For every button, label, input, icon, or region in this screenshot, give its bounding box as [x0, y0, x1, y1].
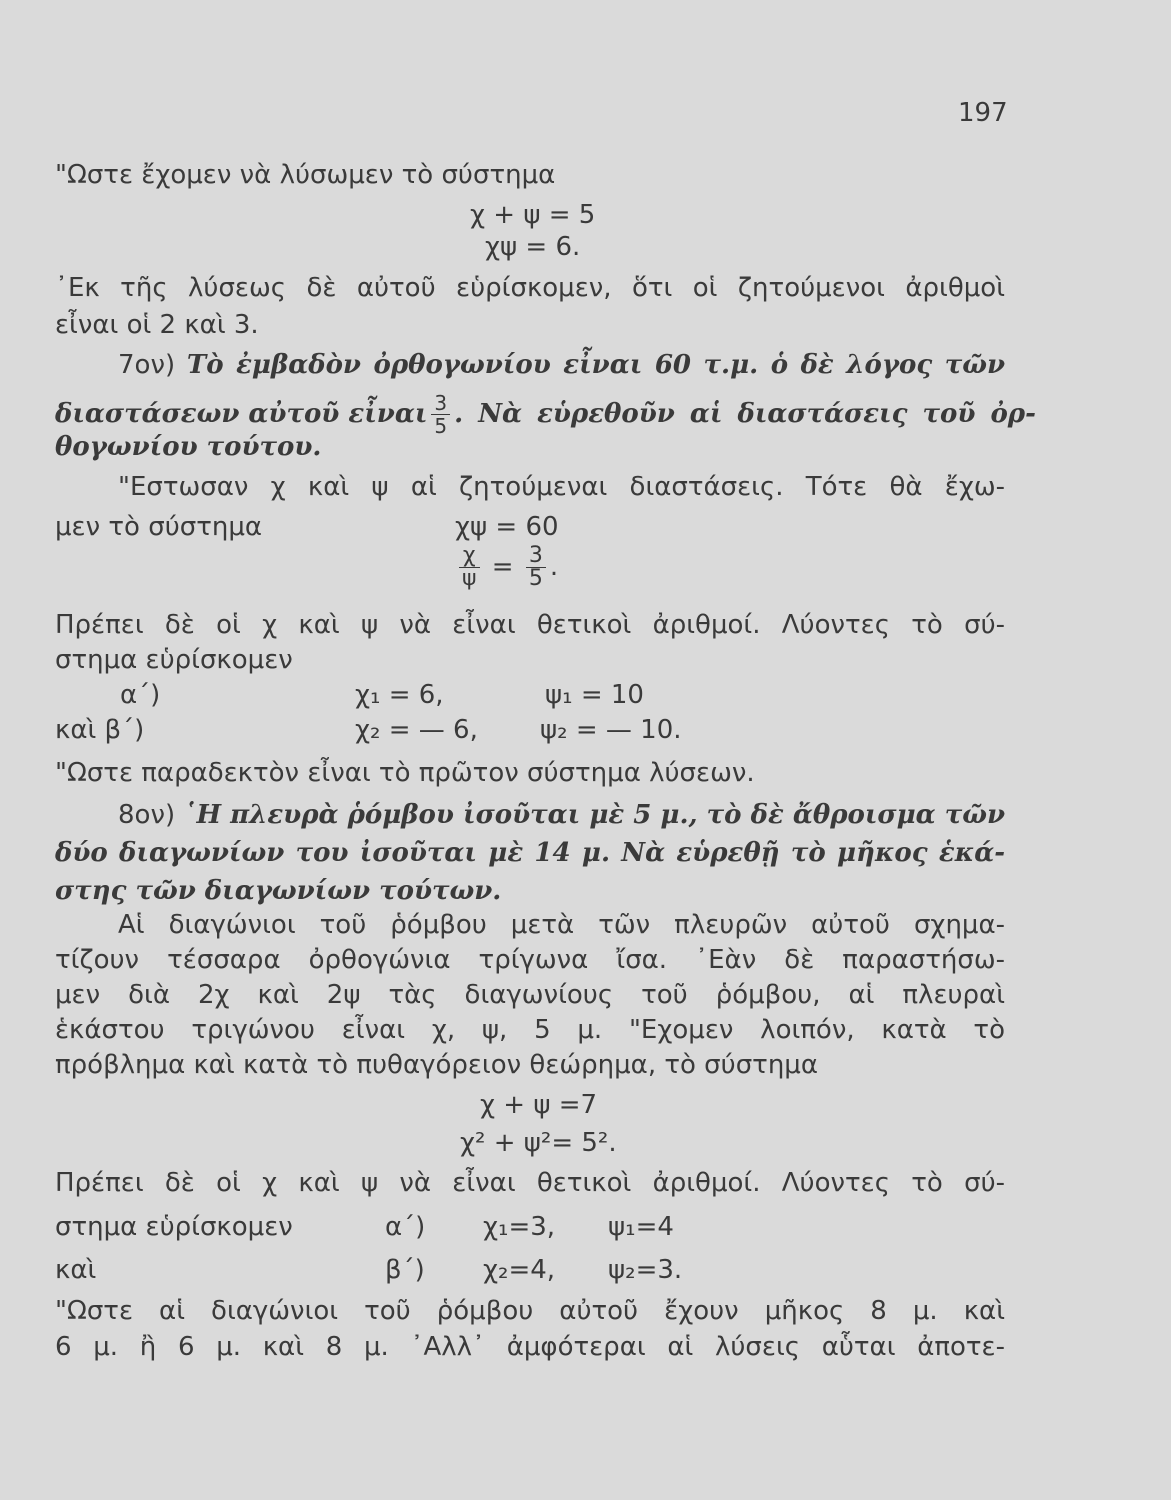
solution-label: α΄): [120, 680, 161, 710]
fraction-numerator: 3: [526, 545, 546, 568]
text-line: "Ωστε αἱ διαγώνιοι τοῦ ῥόμβου αὐτοῦ ἔχουν μῆκος 8 μ. καὶ: [55, 1296, 1005, 1326]
solution-label: β΄): [385, 1255, 425, 1285]
text-line: "Ωστε παραδεκτὸν εἶναι τὸ πρῶτον σύστημα λύσεων.: [55, 758, 755, 788]
equation: χ + ψ = 5: [470, 200, 596, 230]
text-line: Αἱ διαγώνιοι τοῦ ῥόμβου μετὰ τῶν πλευρῶν αὐτοῦ σχημα-: [118, 910, 1005, 940]
solution-x: χ₂=4,: [483, 1255, 556, 1285]
fraction: [459, 545, 480, 590]
text-line: ἑκάστου τριγώνου εἶναι χ, ψ, 5 μ. "Εχομεν λοιπόν, κατὰ τὸ: [55, 1015, 1005, 1045]
text-line: πρόβλημα καὶ κατὰ τὸ πυθαγόρειον θεώρημα, τὸ σύστημα: [55, 1050, 818, 1080]
solution-label: καὶ β΄): [55, 715, 145, 745]
solution-y: ψ₁=4: [608, 1212, 674, 1242]
text-line: 6 μ. ἢ 6 μ. καὶ 8 μ. ᾿Αλλ᾿ ἀμφότεραι αἱ λύσεις αὗται ἀποτε-: [55, 1332, 1005, 1362]
text-line: καὶ: [55, 1255, 97, 1285]
problem-text: διαστάσεων αὐτοῦ εἶναι: [55, 399, 428, 429]
solution-x: χ₂ = — 6,: [355, 715, 478, 745]
problem-number: 8ον): [118, 800, 176, 830]
fraction-numerator: 3: [431, 392, 450, 415]
problem-text: . Νὰ εὑρεθοῦν αἱ διαστάσεις τοῦ ὀρ-: [454, 399, 1036, 429]
problem-8-title: [118, 800, 1005, 830]
equals-sign: =: [491, 552, 514, 582]
text-line: τίζουν τέσσαρα ὀρθογώνια τρίγωνα ἴσα. ᾿Εὰν δὲ παραστήσω-: [55, 945, 1005, 975]
solution-label: α΄): [385, 1212, 426, 1242]
problem-7-title: [118, 350, 1005, 380]
equation: χψ = 6.: [485, 232, 581, 262]
text-line: στημα εὑρίσκομεν: [55, 1212, 293, 1242]
text-line: εἶναι οἱ 2 καὶ 3.: [55, 310, 259, 340]
solution-y: ψ₂=3.: [608, 1255, 683, 1285]
solution-y: ψ₂ = — 10.: [540, 715, 682, 745]
equation-ratio: [455, 545, 558, 590]
problem-text: ῾Η πλευρὰ ῥόμβου ἰσοῦται μὲ 5 μ., τὸ δὲ ἄθροισμα τῶν: [183, 800, 1005, 830]
solution-x: χ₁ = 6,: [355, 680, 444, 710]
fraction-denominator: 5: [434, 414, 448, 438]
period: .: [549, 552, 559, 582]
fraction: [526, 545, 546, 590]
text-line: Πρέπει δὲ οἱ χ καὶ ψ νὰ εἶναι θετικοὶ ἀριθμοί. Λύοντες τὸ σύ-: [55, 1168, 1005, 1198]
equation: χψ = 60: [455, 512, 559, 542]
problem-text: δύο διαγωνίων του ἰσοῦται μὲ 14 μ. Νὰ εὑρεθῇ τὸ μῆκος ἑκά-: [55, 838, 1005, 868]
problem-number: 7ον): [118, 350, 176, 380]
equation: χ² + ψ²= 5².: [460, 1128, 617, 1158]
problem-text: στης τῶν διαγωνίων τούτων.: [55, 876, 502, 906]
equation: χ + ψ =7: [480, 1090, 598, 1120]
fraction: [431, 392, 450, 437]
fraction-numerator: χ: [459, 545, 480, 568]
text-line: μεν διὰ 2χ καὶ 2ψ τὰς διαγωνίους τοῦ ῥόμβου, αἱ πλευραὶ: [55, 980, 1005, 1010]
page-number: 197: [958, 98, 1008, 128]
problem-text: θογωνίου τούτου.: [55, 432, 322, 462]
text-line: στημα εὑρίσκομεν: [55, 645, 293, 675]
text-line: "Εστωσαν χ καὶ ψ αἱ ζητούμεναι διαστάσεις. Τότε θὰ ἔχω-: [118, 472, 1005, 502]
text-line: μεν τὸ σύστημα: [55, 512, 263, 542]
fraction-denominator: ψ: [462, 566, 477, 591]
text-line: Πρέπει δὲ οἱ χ καὶ ψ νὰ εἶναι θετικοὶ ἀριθμοί. Λύοντες τὸ σύ-: [55, 610, 1005, 640]
solution-x: χ₁=3,: [483, 1212, 556, 1242]
solution-y: ψ₁ = 10: [545, 680, 644, 710]
problem-text: Τὸ ἐμβαδὸν ὀρθογωνίου εἶναι 60 τ.μ. ὁ δὲ λόγος τῶν: [186, 350, 1006, 380]
problem-7-line2: [55, 392, 1036, 437]
text-line: ᾿Εκ τῆς λύσεως δὲ αὐτοῦ εὑρίσκομεν, ὅτι οἱ ζητούμενοι ἀριθμοὶ: [55, 273, 1005, 303]
fraction-denominator: 5: [528, 566, 543, 591]
text-line: "Ωστε ἔχομεν νὰ λύσωμεν τὸ σύστημα: [55, 160, 556, 190]
